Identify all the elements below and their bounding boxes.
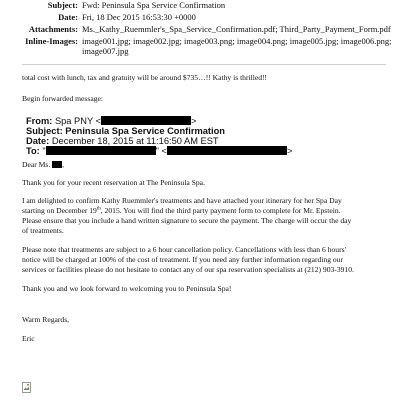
fwd-to-row <box>26 146 292 157</box>
fwd-to-label: To: <box>26 146 40 156</box>
paragraph-1-line-4: of treatments. <box>22 226 64 235</box>
fwd-to-end: > <box>286 146 293 156</box>
signature: Eric <box>22 334 35 343</box>
date-value: Fri, 18 Dec 2015 16:53:30 +0000 <box>82 12 196 22</box>
fwd-date-label: Date: <box>26 136 50 146</box>
p1-superscript: th <box>96 206 101 212</box>
date-label: Date: <box>58 12 78 22</box>
redaction-bar <box>167 146 287 155</box>
fwd-to-mid: " < <box>155 146 167 156</box>
intro-text: total cost with lunch, tax and gratuity will be around $735…!! Kathy is thrilled!! <box>22 73 268 82</box>
inline-images-value-2: image007.jpg <box>82 46 129 56</box>
attachments-label: Attachments: <box>28 24 78 34</box>
fwd-to-quote: " <box>42 146 46 156</box>
redaction-bar <box>101 116 191 125</box>
paragraph-2-line-1: Please note that treatments are subject to a 6 hour cancellation policy. Cancellations with less than 6 hours' <box>22 245 346 254</box>
inline-images-label: Inline-Images: <box>25 36 78 46</box>
redaction-bar <box>46 146 156 155</box>
inline-images-value-1: image001.jpg; image002.jpg; image003.png; image004.png; image005.jpg; image006.png; <box>82 36 392 46</box>
paragraph-1-line-3: Please ensure that you include a hand written signature to secure the payment. The charge will occur the day <box>22 216 352 225</box>
greeting-comma: , <box>62 160 65 169</box>
greeting <box>22 160 386 170</box>
fwd-from-value: Spa PNY < <box>54 116 102 126</box>
paragraph-2-line-3: services or facilities please do not hesitate to contact any of our spa reservation specialists at (212) 903-3910. <box>22 265 354 274</box>
closing-line: Thank you and we look forward to welcoming you to Peninsula Spa! <box>22 284 232 293</box>
thanks-line: Thank you for your recent reservation at The Peninsula Spa. <box>22 178 205 187</box>
subject-label: Subject: <box>47 0 78 10</box>
fwd-from-label: From: <box>26 116 53 126</box>
attachments-value[interactable]: Ms._Kathy_Ruemmler's_Spa_Service_Confirmation.pdf; Third_Party_Payment_Form.pdf <box>82 24 391 34</box>
greeting-text: Dear Ms. <box>22 160 51 169</box>
forwarded-marker: Begin forwarded message: <box>22 94 103 103</box>
regards: Warm Regards, <box>22 315 70 324</box>
fwd-from-end: > <box>191 116 197 126</box>
fwd-subject-value: Peninsula Spa Service Confirmation <box>65 126 225 136</box>
fwd-subject-label: Subject: <box>26 126 63 136</box>
redaction-bar <box>52 160 65 169</box>
p1-rest-text: , 2015. You will find the third party payment form to complete for Mr. Epstein. <box>100 206 341 215</box>
subject-value: Fwd: Peninsula Spa Service Confirmation <box>82 0 226 10</box>
paragraph-1-line-2 <box>22 206 386 216</box>
header-divider <box>22 64 386 65</box>
p1-date-text: starting on December 19 <box>22 206 97 215</box>
broken-image-icon <box>22 382 31 393</box>
paragraph-2-line-2: notice will be charged at 100% of the cost of treatment. If you need any further information regarding our <box>22 255 344 264</box>
paragraph-1-line-1: I am delighted to confirm Kathy Ruemmler's treatments and have attached your itinerary for her Spa Day <box>22 196 342 205</box>
fwd-date-value: December 18, 2015 at 11:16:50 AM EST <box>51 136 219 146</box>
